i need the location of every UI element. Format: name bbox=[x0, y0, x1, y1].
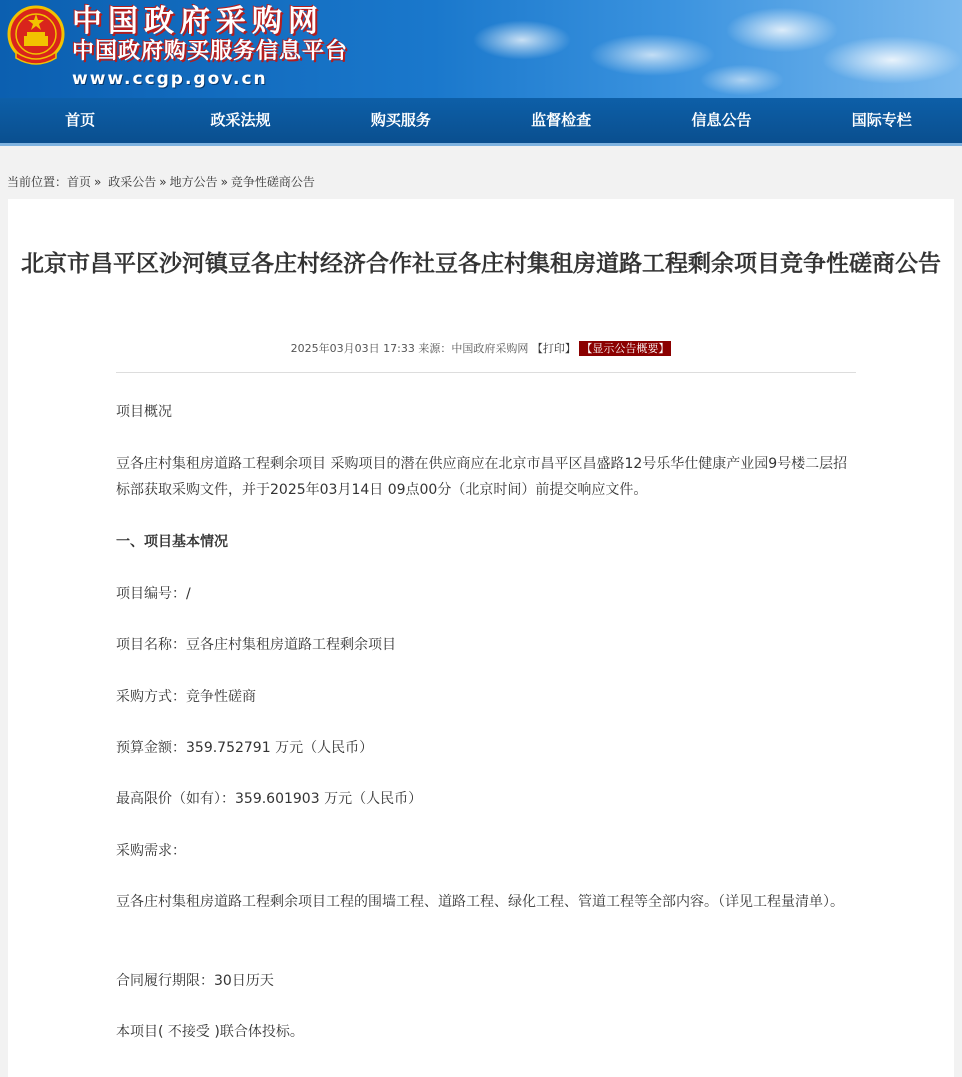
nav-purchase-services[interactable]: 购买服务 bbox=[370, 111, 431, 129]
article-date-source: 2025年03月03日 17:33 来源：中国政府采购网 bbox=[290, 342, 529, 355]
nav-supervision[interactable]: 监督检查 bbox=[531, 111, 592, 129]
article-paragraph: 采购方式：竞争性磋商 bbox=[116, 689, 256, 705]
site-subtitle: 中国政府购买服务信息平台 bbox=[72, 39, 349, 64]
site-url: www.ccgp.gov.cn bbox=[72, 69, 268, 89]
article-paragraph: 采购需求： bbox=[116, 843, 186, 859]
nav-international[interactable]: 国际专栏 bbox=[851, 111, 912, 129]
article-container bbox=[8, 199, 954, 1077]
breadcrumb-consultation[interactable]: 竞争性磋商公告 bbox=[230, 175, 315, 189]
breadcrumb-home[interactable]: 首页 bbox=[67, 175, 92, 189]
article-paragraph: 预算金额：359.752791 万元（人民币） bbox=[116, 740, 374, 756]
site-title-block[interactable] bbox=[72, 6, 348, 90]
breadcrumb-prefix: 当前位置： bbox=[7, 175, 68, 189]
national-emblem-icon[interactable] bbox=[6, 4, 66, 68]
section-heading: 一、项目基本情况 bbox=[116, 534, 228, 550]
article-paragraph: 豆各庄村集租房道路工程剩余项目 采购项目的潜在供应商应在北京市昌平区昌盛路12号乐华仕健康产业园9号楼二层招标部获取采购文件，并于2025年03月14日 09点00分（北京时间）前提交响应文件。 bbox=[116, 456, 848, 498]
article-paragraph: 项目编号：/ bbox=[116, 586, 191, 602]
article-paragraph: 项目名称：豆各庄村集租房道路工程剩余项目 bbox=[116, 637, 396, 653]
header-clouds bbox=[442, 0, 962, 98]
site-title: 中国政府采购网 bbox=[72, 4, 324, 39]
article-paragraph: 最高限价（如有）：359.601903 万元（人民币） bbox=[116, 791, 423, 807]
nav-announcements[interactable]: 信息公告 bbox=[691, 111, 752, 129]
article-title: 北京市昌平区沙河镇豆各庄村经济合作社豆各庄村集租房道路工程剩余项目竞争性磋商公告 bbox=[21, 251, 941, 277]
article-meta bbox=[8, 340, 954, 356]
article-paragraph: 合同履行期限：30日历天 bbox=[116, 973, 274, 989]
breadcrumb-procurement[interactable]: 政采公告 bbox=[108, 175, 157, 189]
print-button[interactable]: 【打印】 bbox=[531, 342, 576, 355]
article-paragraph: 本项目( 不接受 )联合体投标。 bbox=[116, 1024, 304, 1040]
main-nav bbox=[0, 98, 962, 146]
breadcrumb-sep: » bbox=[94, 175, 102, 189]
nav-regulations[interactable]: 政采法规 bbox=[210, 111, 271, 129]
nav-home[interactable]: 首页 bbox=[65, 111, 96, 129]
site-header bbox=[0, 0, 962, 98]
show-summary-button[interactable]: 【显示公告概要】 bbox=[581, 342, 670, 355]
article-paragraph: 项目概况 bbox=[116, 404, 172, 420]
article-paragraph: 豆各庄村集租房道路工程剩余项目工程的围墙工程、道路工程、绿化工程、管道工程等全部内容。（详见工程量清单）。 bbox=[116, 894, 844, 910]
breadcrumb-sep: » bbox=[159, 175, 167, 189]
breadcrumb-sep: » bbox=[220, 175, 228, 189]
title-divider bbox=[116, 372, 856, 373]
breadcrumb-local[interactable]: 地方公告 bbox=[169, 175, 218, 189]
